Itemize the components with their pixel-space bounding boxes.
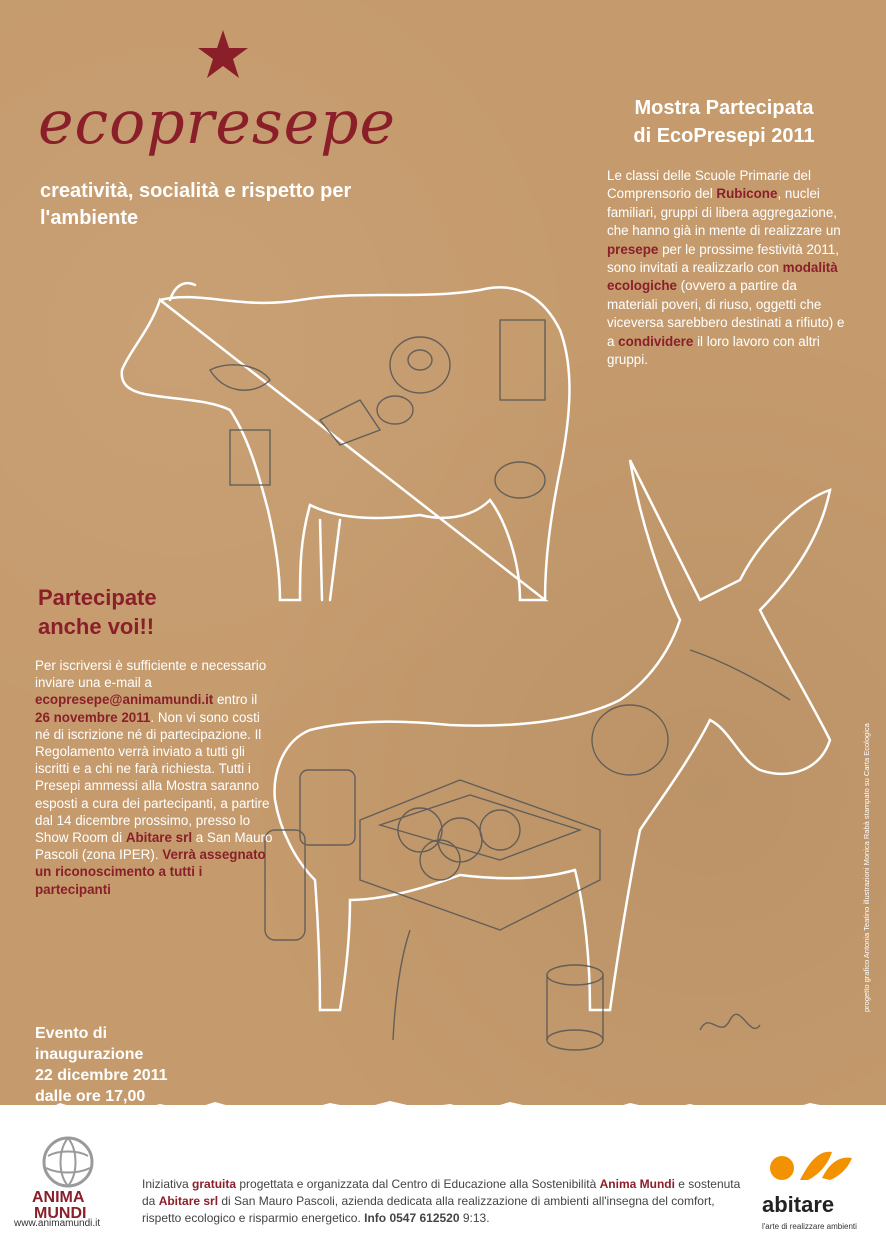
footer-info-text bbox=[142, 1176, 752, 1227]
mostra-title-line2: di EcoPresepi 2011 bbox=[633, 125, 815, 147]
mostra-text-segment: (ovvero a partire da materiali poveri, di riuso, oggetti che viceversa sarebbero destinati a rifiuto) e a bbox=[607, 278, 845, 349]
footer-text-segment: Iniziativa bbox=[142, 1177, 193, 1191]
partecipate-description bbox=[35, 657, 275, 898]
abitare-name: abitare bbox=[762, 1192, 835, 1217]
tagline: creatività, socialità e rispetto per l'ambiente bbox=[40, 180, 352, 229]
footer-text-segment: e sostenuta da bbox=[142, 1177, 741, 1208]
mostra-text-segment: presepe bbox=[607, 241, 659, 257]
partecipate-title bbox=[38, 583, 238, 641]
partecipate-title-line2: anche voi!! bbox=[38, 614, 155, 639]
donkey-illustration bbox=[275, 460, 830, 1010]
footer-text-segment: progettata e organizzata dal Centro di Educazione alla Sostenibilità bbox=[236, 1177, 600, 1191]
evento-line2: inaugurazione bbox=[35, 1046, 144, 1063]
footer-text-segment: Abitare srl bbox=[158, 1194, 219, 1208]
mostra-text-segment: modalità ecologiche bbox=[607, 260, 838, 294]
mostra-text-segment: Rubicone bbox=[716, 186, 778, 202]
partecipate-title-line1: Partecipate bbox=[38, 585, 157, 610]
mostra-text-segment: condividere bbox=[618, 333, 694, 349]
mostra-text-segment: il loro lavoro con altri gruppi. bbox=[607, 333, 820, 368]
star-icon bbox=[196, 28, 250, 82]
torn-paper-edge bbox=[0, 1085, 886, 1125]
mostra-text-segment: , nuclei familiari, gruppi di libera aggregazione, che hanno già in mente di realizzare un bbox=[607, 186, 841, 239]
mostra-text-segment: per le prossime festività 2011, sono invitati a realizzarlo con bbox=[607, 241, 839, 276]
anima-mundi-logo bbox=[18, 1130, 118, 1226]
partecipate-text-segment: Abitare srl bbox=[125, 830, 193, 846]
footer-text-segment: 9:13. bbox=[459, 1211, 490, 1225]
anima-mundi-url[interactable]: www.animamundi.it bbox=[14, 1218, 101, 1229]
footer-text-segment: Info 0547 612520 bbox=[364, 1211, 460, 1225]
evento-line3: 22 dicembre 2011 bbox=[35, 1067, 168, 1084]
evento-line1: Evento di bbox=[35, 1025, 108, 1042]
abitare-logo bbox=[760, 1140, 860, 1190]
footer-text-segment: Anima Mundi bbox=[599, 1177, 675, 1191]
footer-text-segment: di San Mauro Pascoli, azienda dedicata alla realizzazione di ambienti all'insegna del comfort, rispetto ecologico e risparmio energetico. bbox=[142, 1194, 715, 1225]
abitare-tagline: l'arte di realizzare ambienti bbox=[762, 1222, 857, 1231]
partecipate-text-segment: 26 novembre 2011 bbox=[35, 709, 151, 725]
credit-text: progetto grafico Antonia Teatino illustrazioni Monica Rabà stampato su Carta Ecologica bbox=[862, 723, 871, 1012]
ox-objects bbox=[210, 320, 545, 498]
evento-line4: dalle ore 17,00 bbox=[35, 1088, 146, 1105]
partecipate-text-segment: Per iscriversi è sufficiente e necessario inviare una e-mail a bbox=[35, 658, 267, 691]
svg-text:ANIMA: ANIMA bbox=[32, 1189, 85, 1206]
partecipate-text-segment: ecopresepe@animamundi.it bbox=[35, 692, 214, 708]
ecopresepe-logo: ecopresepe bbox=[38, 88, 397, 158]
mostra-title bbox=[596, 94, 852, 150]
partecipate-text-segment: a San Mauro Pascoli (zona IPER). bbox=[35, 830, 273, 863]
partecipate-text-segment: Verrà assegnato un riconoscimento a tutti i partecipanti bbox=[35, 847, 266, 897]
footer-text-segment: gratuita bbox=[192, 1177, 237, 1191]
ox-illustration bbox=[122, 283, 570, 600]
mostra-description bbox=[607, 167, 845, 369]
partecipate-text-segment: entro il bbox=[213, 692, 258, 708]
mostra-text-segment: Le classi delle Scuole Primarie del Comprensorio del bbox=[607, 168, 811, 202]
mostra-title-line1: Mostra Partecipata bbox=[634, 97, 814, 119]
svg-text:MUNDI: MUNDI bbox=[34, 1205, 87, 1222]
partecipate-text-segment: . Non vi sono costi né di iscrizione né di partecipazione. Il Regolamento verrà inviato a tutti gli iscritti e a chi ne farà richiesta. Tutti i Presepi ammessi alla Mostra saranno esposti a cura dei partecipanti, a partire dal 14 dicembre prossimo, presso lo Show Room di bbox=[35, 709, 270, 846]
